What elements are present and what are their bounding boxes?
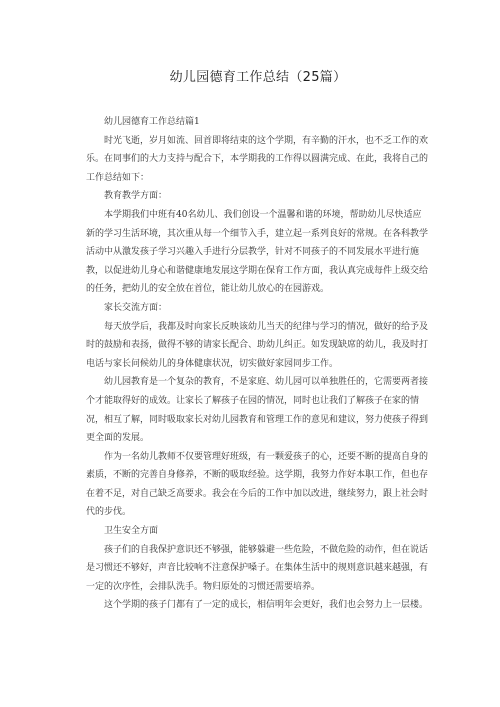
- paragraph: 本学期我们中班有40名幼儿、我们创设一个温馨和谐的环境，帮助幼儿尽快适应新的学习生活环境，其次重从每一个细节入手，建立起一系列良好的常规。在各科教学活动中从激发孩子学习兴趣入手进行分层教学，针对不同孩子的不同发展水平进行施教，以促进幼儿身心和谐健康地发展这学期在保育工作方面，我认真完成每件上级交给的任务，把幼儿的安全放在首位，能让幼儿放心的在园游戏。: [86, 209, 429, 295]
- paragraph: 作为一名幼儿教师不仅要管理好班级，有一颗爱孩子的心，还要不断的提高自身的素质，不断的完善自身修养，不断的吸取经验。这学期，我努力作好本职工作，但也存在着不足，对自己缺乏高要求。我会在今后的工作中加以改进，继续努力，跟上社会时代的步伐。: [86, 451, 429, 518]
- document-body: [86, 113, 430, 615]
- paragraph: 幼儿园教育是一个复杂的教育，不是家庭、幼儿园可以单独胜任的，它需要两者接个才能取得好的成效。让家长了解孩子在园的情况，同时也让我们了解孩子在家的情况，相互了解，同时吸取家长对幼儿园教育和管理工作的意见和建议，努力使孩子得到更全面的发展。: [86, 377, 429, 444]
- subsection-heading: 卫生安全方面: [104, 526, 159, 537]
- paragraph: 孩子们的自我保护意识还不够强，能够躲避一些危险，不做危险的动作，但在说话是习惯还不够好，声音比较响不注意保护嗓子。在集体生活中的规则意识越来越强，有一定的次序性，会排队洗手。物归原处的习惯还需要培养。: [86, 544, 429, 592]
- document-title: 幼儿园德育工作总结（25篇）: [169, 70, 347, 85]
- subsection-heading: 教育教学方面：: [104, 191, 168, 202]
- paragraph: 时光飞逝，岁月如流、回首即将结束的这个学期，有辛勤的汗水，也不乏工作的欢乐。在同事们的大力支持与配合下，本学期我的工作得以圆满完成、在此，我将自己的工作总结如下：: [86, 135, 429, 183]
- section-heading: 幼儿园德育工作总结篇1: [104, 117, 200, 127]
- paragraph: 每天放学后，我都及时向家长反映该幼儿当天的纪律与学习的情况，做好的给予及时的鼓励和表扬，做得不够的请家长配合、助幼儿纠正。如发现缺席的幼儿，我及时打电话与家长问候幼儿的身体健康状况，切实做好家园同步工作。: [86, 321, 429, 369]
- paragraph: 这个学期的孩子门都有了一定的成长，相信明年会更好，我们也会努力上一层楼。: [104, 600, 429, 611]
- subsection-heading: 家长交流方面：: [104, 302, 168, 313]
